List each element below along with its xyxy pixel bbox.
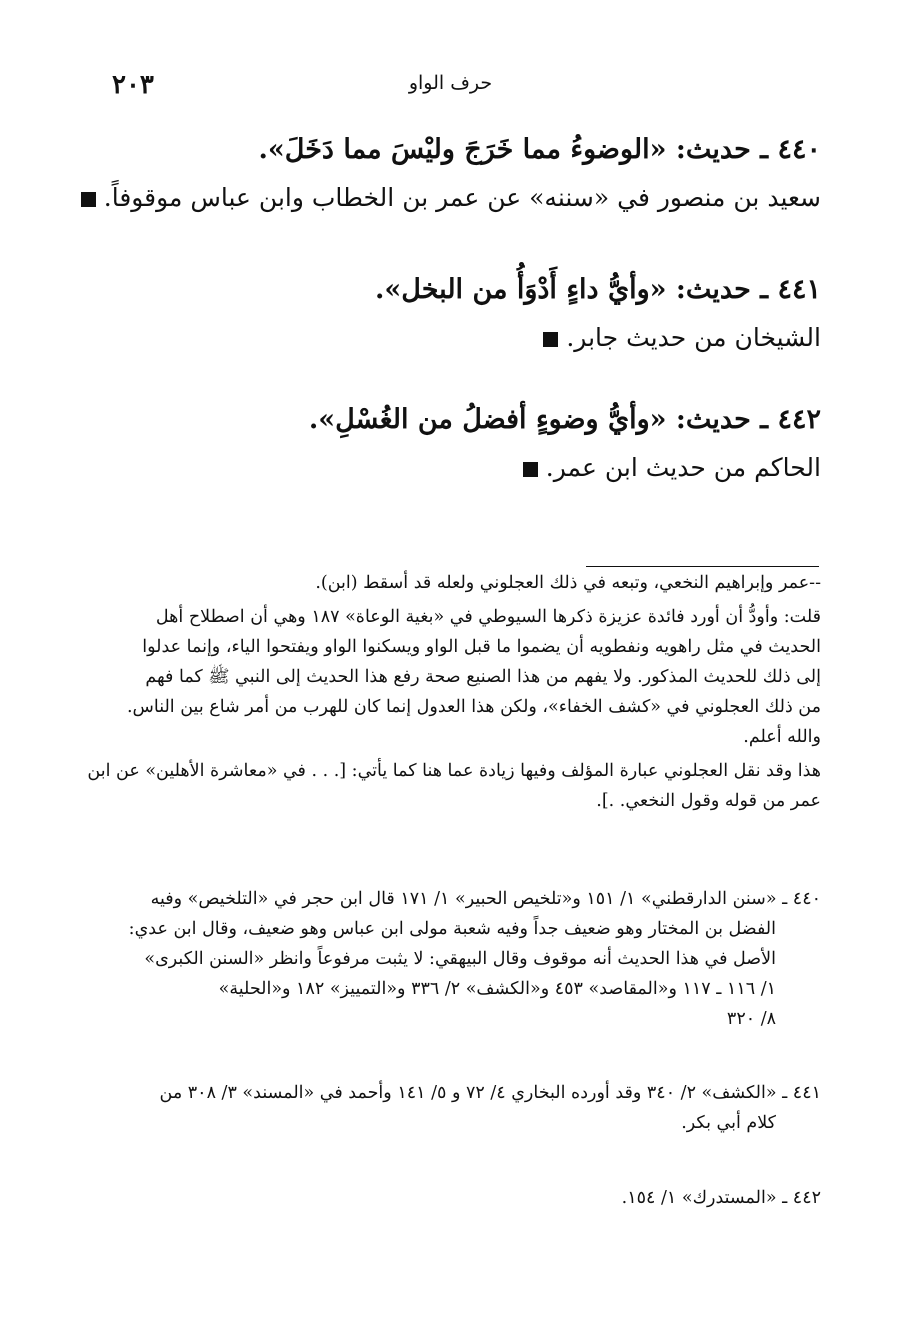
footnote-line: الأصل في هذا الحديث أنه موقوف وقال البيهقي: لا يثبت مرفوعاً وانظر «السنن الكبرى» xyxy=(144,949,776,969)
note-line: عمر من قوله وقول النخعي. .]. xyxy=(596,791,821,811)
page-number: ٢٠٣ xyxy=(112,70,154,100)
note-line: والله أعلم. xyxy=(743,727,821,747)
continued-note xyxy=(87,568,821,816)
hadith-source xyxy=(81,176,821,220)
footnote-line: ٤٤٠ ـ «سنن الدارقطني» ١/ ١٥١ و«تلخيص الحبير» ١/ ١٧١ قال ابن حجر في «التلخيص» وفيه xyxy=(150,889,821,909)
square-end-mark-icon xyxy=(523,462,538,477)
square-end-mark-icon xyxy=(543,332,558,347)
running-header: حرف الواو xyxy=(408,72,493,94)
hadith-title: ٤٤٢ ـ حديث: «وأيُّ وضوءٍ أفضلُ من الغُسْلِ». xyxy=(308,404,821,435)
footnote-line: كلام أبي بكر. xyxy=(681,1113,776,1133)
note-line: من ذلك العجلوني في «كشف الخفاء»، ولكن هذا العدول إنما كان للهرب من أمر شاع بين الناس. xyxy=(126,697,821,717)
footnote-442 xyxy=(109,1183,821,1213)
footnote-line: ٤٤١ ـ «الكشف» ٢/ ٣٤٠ وقد أورده البخاري ٤/ ٧٢ و ٥/ ١٤١ وأحمد في «المسند» ٣/ ٣٠٨ من xyxy=(159,1083,821,1103)
footnote-line: ٤٤٢ ـ «المستدرك» ١/ ١٥٤. xyxy=(621,1188,821,1208)
footnote-441 xyxy=(109,1078,821,1138)
hadith-entry-442 xyxy=(81,400,821,490)
hadith-entry-441 xyxy=(81,270,821,360)
hadith-entry-440 xyxy=(81,130,821,220)
footnote-line: ٨/ ٣٢٠ xyxy=(726,1009,776,1029)
square-end-mark-icon xyxy=(81,192,96,207)
hadith-source xyxy=(81,446,821,490)
footnote-line: ١/ ١١٦ ـ ١١٧ و«المقاصد» ٤٥٣ و«الكشف» ٢/ ٣٣٦ و«التمييز» ١٨٢ و«الحلية» xyxy=(218,979,776,999)
source-text: الحاكم من حديث ابن عمر. xyxy=(545,453,821,482)
note-line: الحديث في مثل راهويه ونفطويه أن يضموا ما قبل الواو ويسكنوا الواو ويفتحوا الياء، وإنما عدلوا xyxy=(142,637,821,657)
source-text: الشيخان من حديث جابر. xyxy=(566,323,821,352)
note-line: إلى ذلك للحديث المذكور. ولا يفهم من هذا الصنيع صحة رفع هذا الحديث إلى النبي ﷺ كما فهم xyxy=(145,667,821,687)
source-text: سعيد بن منصور في «سننه» عن عمر بن الخطاب وابن عباس موقوفاً. xyxy=(103,183,821,212)
footnote-line: الفضل بن المختار وهو ضعيف جداً وفيه شعبة مولى ابن عباس وهو ضعيف، وقال ابن عدي: xyxy=(128,919,776,939)
note-line: --عمر وإبراهيم النخعي، وتبعه في ذلك العجلوني ولعله قد أسقط (ابن). xyxy=(315,573,821,593)
hadith-source xyxy=(81,316,821,360)
footnote-440 xyxy=(109,884,821,1034)
note-line: هذا وقد نقل العجلوني عبارة المؤلف وفيها زيادة عما هنا كما يأتي: [. . . في «معاشرة الأهلين» عن ابن xyxy=(87,761,821,781)
note-line: قلت: وأودُّ أن أورد فائدة عزيزة ذكرها السيوطي في «بغية الوعاة» ١٨٧ وهي أن اصطلاح أهل xyxy=(155,607,821,627)
footnote-divider xyxy=(586,566,819,567)
hadith-title: ٤٤١ ـ حديث: «وأيُّ داءٍ أَدْوَأُ من البخل». xyxy=(375,274,821,305)
hadith-title: ٤٤٠ ـ حديث: «الوضوءُ مما خَرَجَ وليْسَ مما دَخَلَ». xyxy=(258,134,821,165)
